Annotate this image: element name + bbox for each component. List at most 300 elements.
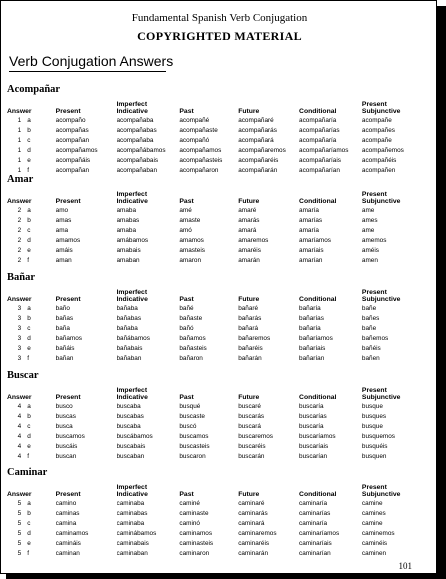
past-form: buscó: [179, 422, 197, 430]
table-header-row: [7, 186, 435, 206]
imperfect-form: bañábamos: [116, 334, 150, 342]
subjunctive-form: amemos: [361, 236, 387, 244]
present-form: buscan: [55, 452, 77, 460]
subjunctive-form: ame: [361, 226, 375, 234]
page-title: Verb Conjugation Answers: [9, 53, 174, 69]
future-form: amaré: [238, 207, 257, 214]
conditional-form: amaríais: [299, 246, 324, 254]
future-form: bañaré: [238, 305, 259, 312]
present-form: baño: [55, 305, 70, 312]
past-form: buscaste: [179, 412, 205, 420]
past-form: caminasteis: [179, 539, 214, 547]
present-form: amamos: [55, 236, 81, 244]
conditional-header: [299, 96, 362, 116]
subjunctive-form: bañe: [361, 324, 377, 332]
imperfect-form: bañabas: [116, 314, 142, 322]
page-shadow-bottom: [6, 574, 446, 579]
conditional-form: acompañaríamos: [299, 146, 349, 154]
answer-letter: a: [27, 305, 31, 312]
answer-letter: b: [27, 509, 31, 517]
table-row: [7, 324, 435, 334]
conditional-form: bañaría: [299, 305, 321, 312]
subjunctive-header: [362, 96, 435, 116]
present-header: [56, 186, 117, 206]
past-form: bañasteis: [179, 344, 207, 352]
past-form: caminaste: [179, 509, 209, 517]
answer-number: 5: [17, 509, 22, 517]
imperfect-header-text: Imperfect: [116, 289, 148, 296]
future-header: [238, 382, 299, 402]
conditional-header: [299, 186, 362, 206]
past-header-text: Past: [179, 296, 194, 303]
future-header-text: Future: [238, 296, 260, 303]
conditional-form: buscaría: [299, 422, 324, 430]
answer-letter: c: [27, 422, 31, 430]
answer-number: 3: [17, 344, 22, 352]
answer-number: 4: [17, 442, 22, 450]
future-form: bañaremos: [238, 334, 271, 342]
subjunctive-form: améis: [361, 246, 379, 254]
future-form: amará: [238, 226, 257, 234]
table-row: [7, 509, 435, 519]
imperfect-form: acompañabas: [116, 126, 157, 134]
answer-number: 5: [17, 519, 22, 527]
subjunctive-form: caminen: [361, 549, 387, 557]
imperfect-header-text: Imperfect: [116, 191, 148, 198]
subjunctive-form: bañes: [361, 314, 380, 322]
verb-heading: Acompañar: [7, 84, 61, 95]
conditional-form: amarías: [299, 216, 323, 224]
verb-heading: Bañar: [7, 272, 36, 283]
present-form: caminas: [55, 509, 80, 517]
answer-number: 5: [17, 529, 22, 537]
future-form: buscarán: [238, 452, 265, 460]
conditional-form: caminaríamos: [299, 529, 340, 537]
future-form: amaréis: [238, 246, 261, 254]
subjunctive-header-text: Subjunctive: [361, 108, 401, 115]
answer-letter: f: [27, 354, 29, 362]
future-form: acompañarás: [238, 126, 277, 134]
present-form: acompañáis: [55, 156, 91, 164]
verb-heading: Caminar: [7, 467, 48, 478]
present-header: [56, 382, 117, 402]
present-form: camino: [55, 500, 77, 507]
conjugation-table: [7, 96, 435, 175]
table-row: [7, 216, 435, 226]
future-header: [238, 186, 299, 206]
past-form: caminé: [179, 500, 200, 507]
future-form: acompañarán: [238, 166, 278, 174]
conditional-form: acompañaríais: [299, 156, 341, 164]
future-form: acompañará: [238, 136, 274, 144]
subjunctive-form: acompañen: [361, 166, 396, 174]
conditional-form: acompañarías: [299, 126, 340, 134]
answer-number: 2: [17, 256, 22, 264]
imperfect-header-text: Imperfect: [116, 484, 148, 491]
answer-number: 3: [17, 354, 22, 362]
answer-letter: f: [27, 256, 29, 264]
answer-letter: f: [27, 549, 29, 557]
present-form: amo: [55, 207, 69, 214]
subjunctive-form: caminéis: [361, 539, 388, 547]
conditional-header: [299, 382, 362, 402]
present-form: acompañan: [55, 166, 90, 174]
table-row: [7, 206, 435, 216]
future-header: [238, 284, 299, 304]
answer-number: 1: [17, 156, 22, 164]
answer-number: 5: [17, 539, 22, 547]
past-form: amó: [179, 226, 192, 234]
imperfect-form: acompañaba: [116, 117, 154, 124]
present-form: buscamos: [55, 432, 85, 440]
imperfect-header-text: Indicative: [116, 108, 148, 115]
past-form: acompañó: [179, 136, 210, 144]
answer-number: 2: [17, 236, 22, 244]
future-form: caminaréis: [238, 539, 270, 547]
subjunctive-form: bañemos: [361, 334, 389, 342]
present-form: amas: [55, 216, 72, 224]
table-row: [7, 314, 435, 324]
imperfect-header: [117, 284, 180, 304]
present-form: acompaño: [55, 117, 86, 124]
present-form: camináis: [55, 539, 81, 547]
future-header-text: Future: [238, 198, 260, 205]
present-form: caminan: [55, 549, 80, 557]
table-header-row: [7, 479, 435, 499]
conditional-form: buscarían: [299, 452, 328, 460]
table-row: [7, 334, 435, 344]
present-form: acompañamos: [55, 146, 98, 154]
conditional-form: amaría: [299, 226, 319, 234]
table-row: [7, 304, 435, 314]
verb-heading: Amar: [7, 174, 34, 185]
future-form: bañarás: [238, 314, 262, 322]
verb-section: [7, 271, 435, 363]
answer-letter: d: [27, 432, 31, 440]
conditional-form: buscaríais: [299, 442, 329, 450]
table-row: [7, 499, 435, 509]
table-row: [7, 126, 435, 136]
imperfect-form: amábamos: [116, 236, 149, 244]
past-form: amé: [179, 207, 192, 214]
subjunctive-form: acompañe: [361, 117, 392, 124]
imperfect-form: buscábamos: [116, 432, 153, 440]
past-form: caminaron: [179, 549, 210, 557]
subjunctive-header: [362, 382, 435, 402]
past-form: busqué: [179, 403, 201, 410]
table-row: [7, 256, 435, 266]
verb-section: [7, 173, 435, 265]
future-form: bañará: [238, 324, 259, 332]
conjugation-table: [7, 284, 435, 363]
answer-letter: b: [27, 412, 31, 420]
imperfect-form: acompañábamos: [116, 146, 166, 154]
answer-number: 1: [17, 166, 22, 174]
conditional-form: acompañarían: [299, 166, 340, 174]
present-header-text: Present: [55, 198, 81, 205]
imperfect-form: buscabas: [116, 412, 144, 420]
imperfect-form: buscaban: [116, 452, 145, 460]
subjunctive-header-text: Present: [361, 191, 387, 198]
future-form: bañarán: [238, 354, 262, 362]
conditional-form: acompañaría: [299, 117, 337, 124]
present-form: acompañan: [55, 136, 90, 144]
imperfect-form: bañaban: [116, 354, 142, 362]
conditional-header: [299, 479, 362, 499]
answer-letter: e: [27, 539, 31, 547]
past-header-text: Past: [179, 198, 194, 205]
subjunctive-form: camines: [361, 509, 386, 517]
present-form: camina: [55, 519, 77, 527]
past-form: bañamos: [179, 334, 206, 342]
past-header: [179, 382, 238, 402]
table-row: [7, 442, 435, 452]
answer-number: 3: [17, 324, 22, 332]
subjunctive-form: camine: [361, 519, 383, 527]
answer-letter: a: [27, 500, 31, 507]
imperfect-header-text: Indicative: [116, 394, 148, 401]
conditional-form: caminaría: [299, 500, 328, 507]
table-row: [7, 422, 435, 432]
past-form: buscamos: [179, 432, 209, 440]
imperfect-header-text: Imperfect: [116, 387, 148, 394]
imperfect-form: acompañabais: [116, 156, 159, 164]
answer-letter: c: [27, 226, 31, 234]
imperfect-form: caminaban: [116, 549, 148, 557]
conditional-form: caminaría: [299, 519, 328, 527]
answer-header: Answer: [7, 491, 32, 498]
present-form: bañas: [55, 314, 74, 322]
present-header: [56, 479, 117, 499]
past-form: acompañé: [179, 117, 210, 124]
present-header: [56, 96, 117, 116]
present-form: bañan: [55, 354, 74, 362]
subjunctive-form: acompañes: [361, 126, 395, 134]
answer-letter: d: [27, 146, 31, 154]
past-form: buscaron: [179, 452, 206, 460]
conditional-form: amaríamos: [299, 236, 331, 244]
conditional-header-text: Conditional: [299, 198, 337, 205]
imperfect-header-text: Indicative: [116, 198, 148, 205]
subjunctive-form: acompañe: [361, 136, 392, 144]
table-row: [7, 236, 435, 246]
conditional-header-text: Conditional: [299, 491, 337, 498]
conditional-form: bañaríamos: [299, 334, 333, 342]
answer-number: 1: [17, 126, 22, 134]
verb-heading: Buscar: [7, 370, 39, 381]
subjunctive-header-text: Present: [361, 289, 387, 296]
answer-header: Answer: [7, 108, 32, 115]
imperfect-header: [117, 382, 180, 402]
present-header-text: Present: [55, 296, 81, 303]
past-form: buscasteis: [179, 442, 210, 450]
subjunctive-header-text: Subjunctive: [361, 296, 401, 303]
future-form: acompañaremos: [238, 146, 286, 154]
imperfect-form: acompañaba: [116, 136, 154, 144]
imperfect-form: amaba: [116, 207, 137, 214]
future-header-text: Future: [238, 108, 260, 115]
subjunctive-header-text: Subjunctive: [361, 491, 401, 498]
future-form: amarán: [238, 256, 260, 264]
table-row: [7, 432, 435, 442]
subjunctive-form: acompañéis: [361, 156, 397, 164]
present-header-text: Present: [55, 394, 81, 401]
answer-letter: d: [27, 529, 31, 537]
table-row: [7, 354, 435, 364]
past-form: acompañamos: [179, 146, 222, 154]
past-header: [179, 284, 238, 304]
past-header: [179, 479, 238, 499]
future-header: [238, 96, 299, 116]
subjunctive-form: bañe: [361, 305, 377, 312]
subjunctive-form: ame: [361, 207, 375, 214]
future-header-text: Future: [238, 394, 260, 401]
conditional-form: bañaría: [299, 324, 321, 332]
future-form: caminarán: [238, 549, 269, 557]
imperfect-form: amabas: [116, 216, 140, 224]
imperfect-form: caminaba: [116, 519, 145, 527]
answer-number: 1: [17, 146, 22, 154]
answer-letter: e: [27, 246, 31, 254]
answer-letter: c: [27, 519, 31, 527]
imperfect-header-text: Indicative: [116, 296, 148, 303]
answer-number: 4: [17, 403, 22, 410]
answer-number: 2: [17, 226, 22, 234]
answer-header: Answer: [7, 394, 32, 401]
subjunctive-form: bañen: [361, 354, 380, 362]
future-form: buscarás: [238, 412, 265, 420]
subjunctive-header: [362, 479, 435, 499]
imperfect-form: bañaba: [116, 324, 138, 332]
answer-number: 4: [17, 452, 22, 460]
answer-number: 3: [17, 334, 22, 342]
table-row: [7, 226, 435, 236]
imperfect-header-text: Indicative: [116, 491, 148, 498]
answer-letter: b: [27, 216, 31, 224]
answer-number: 2: [17, 216, 22, 224]
subjunctive-form: camine: [361, 500, 383, 507]
past-header-text: Past: [179, 108, 194, 115]
verb-section: [7, 466, 435, 558]
table-row: [7, 452, 435, 462]
answer-letter: e: [27, 442, 31, 450]
answer-letter: b: [27, 314, 31, 322]
answer-number: 3: [17, 305, 22, 312]
answer-letter: c: [27, 324, 31, 332]
verb-section: [7, 369, 435, 461]
future-form: caminaré: [238, 500, 265, 507]
present-form: ama: [55, 226, 69, 234]
imperfect-form: buscaba: [116, 403, 141, 410]
past-form: caminó: [179, 519, 200, 527]
answer-letter: c: [27, 136, 31, 144]
past-form: amaste: [179, 216, 201, 224]
conditional-form: bañaríais: [299, 344, 326, 352]
future-form: bañaréis: [238, 344, 263, 352]
answer-letter: a: [27, 403, 31, 410]
conditional-form: bañarías: [299, 314, 324, 322]
present-form: aman: [55, 256, 72, 264]
present-form: busco: [55, 403, 73, 410]
answer-letter: f: [27, 452, 29, 460]
conditional-header-text: Conditional: [299, 108, 337, 115]
subjunctive-form: amen: [361, 256, 378, 264]
imperfect-form: acompañaban: [116, 166, 158, 174]
table-row: [7, 402, 435, 412]
answer-letter: e: [27, 344, 31, 352]
present-form: amáis: [55, 246, 73, 254]
past-form: bañó: [179, 324, 194, 332]
conditional-form: amarían: [299, 256, 323, 264]
answer-number: 2: [17, 207, 22, 214]
subjunctive-header-text: Present: [361, 387, 387, 394]
conditional-form: buscaríamos: [299, 432, 336, 440]
answer-letter: a: [27, 207, 31, 214]
future-form: buscaremos: [238, 432, 273, 440]
answer-letter: f: [27, 166, 29, 174]
answer-letter: b: [27, 126, 31, 134]
subjunctive-header-text: Present: [361, 101, 387, 108]
past-header-text: Past: [179, 394, 194, 401]
table-row: [7, 146, 435, 156]
past-form: amasteis: [179, 246, 205, 254]
future-header-text: Future: [238, 491, 260, 498]
imperfect-form: caminábamos: [116, 529, 157, 537]
present-header-text: Present: [55, 108, 81, 115]
present-form: bañáis: [55, 344, 75, 352]
conjugation-table: [7, 186, 435, 265]
answer-number: 4: [17, 412, 22, 420]
table-row: [7, 116, 435, 126]
conditional-form: caminaríais: [299, 539, 332, 547]
past-form: caminamos: [179, 529, 213, 537]
future-form: caminarás: [238, 509, 268, 517]
present-header: [56, 284, 117, 304]
answer-header: Answer: [7, 296, 32, 303]
imperfect-form: buscaba: [116, 422, 141, 430]
imperfect-header: [117, 96, 180, 116]
table-row: [7, 156, 435, 166]
past-form: amaron: [179, 256, 202, 264]
future-form: amarás: [238, 216, 260, 224]
verb-section: [7, 83, 435, 175]
present-form: caminamos: [55, 529, 89, 537]
past-header: [179, 96, 238, 116]
subjunctive-header: [362, 284, 435, 304]
subjunctive-form: busquemos: [361, 432, 395, 440]
answer-letter: a: [27, 117, 31, 124]
table-row: [7, 519, 435, 529]
conditional-form: caminarían: [299, 549, 331, 557]
past-form: amamos: [179, 236, 204, 244]
conditional-header-text: Conditional: [299, 394, 337, 401]
answer-number: 1: [17, 136, 22, 144]
past-form: bañaste: [179, 314, 203, 322]
present-form: bañamos: [55, 334, 82, 342]
imperfect-form: caminabais: [116, 539, 149, 547]
imperfect-form: amaban: [116, 256, 140, 264]
table-header-row: [7, 284, 435, 304]
imperfect-header-text: Imperfect: [116, 101, 148, 108]
subjunctive-header-text: Subjunctive: [361, 198, 401, 205]
imperfect-form: bañaba: [116, 305, 138, 312]
imperfect-form: buscabais: [116, 442, 146, 450]
subjunctive-header: [362, 186, 435, 206]
future-form: buscará: [238, 422, 261, 430]
future-form: amaremos: [238, 236, 269, 244]
answer-number: 3: [17, 314, 22, 322]
present-form: buscas: [55, 412, 76, 420]
